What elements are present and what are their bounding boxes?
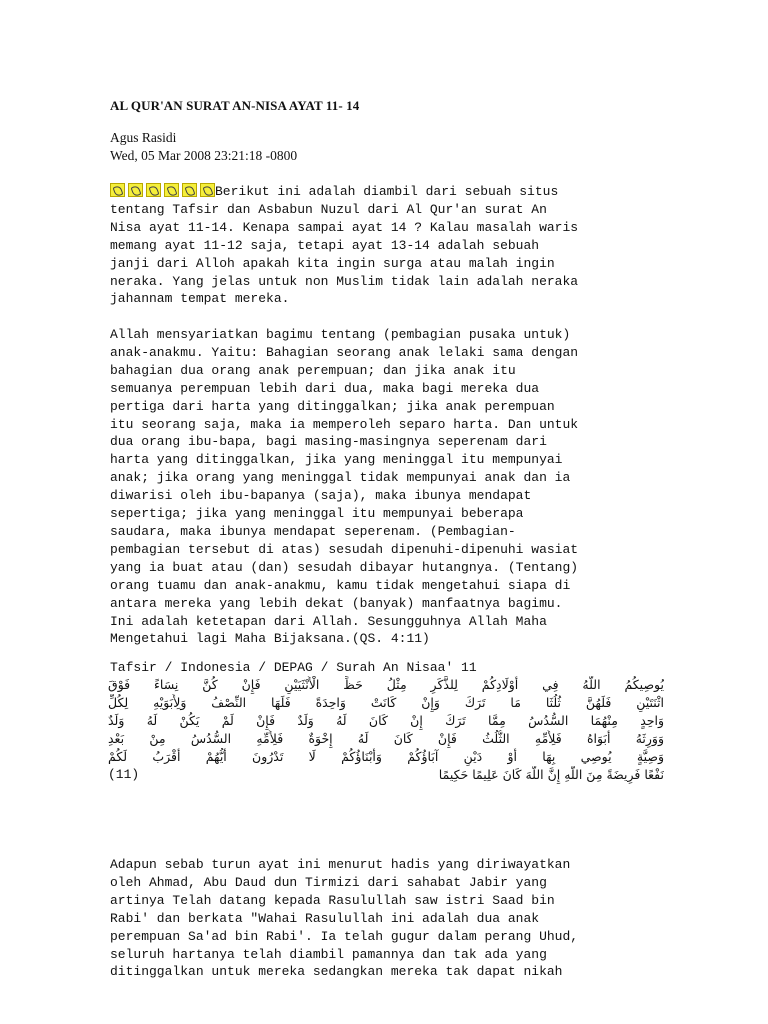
text-line: sepertiga; jika yang meninggal itu mempunyai beberapa	[110, 506, 524, 522]
text-line: semuanya perempuan lebih dari dua, maka bagi mereka dua	[110, 380, 540, 396]
text-line: bahagian dua orang anak perempuan; dan jika anak itu	[110, 362, 516, 378]
text-line: Rabi' dan berkata "Wahai Rasulullah ini adalah dua anak	[110, 910, 540, 926]
text-line: orang tuamu dan anak-anakmu, kamu tidak mengetahui siapa di	[110, 577, 571, 593]
translation-paragraph	[110, 326, 578, 648]
smiley-icon	[128, 183, 143, 197]
text-line: pembagian tersebut di atas) sesudah dipenuhi-dipenuhi wasiat	[110, 541, 579, 557]
text-line: seluruh hartanya telah diambil pamannya dan tak ada yang	[110, 946, 547, 962]
document-title: AL QUR'AN SURAT AN-NISA AYAT 11- 14	[110, 98, 360, 113]
text-line: anak-anakmu. Yaitu: Bahagian seorang anak lelaki sama dengan	[110, 344, 579, 360]
arabic-line: اثْنَتَيْنِ فَلَهُنَّ ثُلُثَا مَا تَرَكَ وَإِنْ كَانَتْ وَاحِدَةً فَلَهَا النِّصْفُ وَلِأَبَوَيْهِ لِكُلِّ	[108, 695, 664, 710]
smiley-icon	[110, 183, 125, 197]
text-line: Nisa ayat 11-14. Kenapa sampai ayat 14 ? Kalau masalah waris	[110, 219, 579, 235]
text-line: Ini adalah ketetapan dari Allah. Sesungguhnya Allah Maha	[110, 613, 547, 629]
intro-paragraph	[110, 183, 578, 308]
arabic-last-line	[108, 766, 664, 784]
smiley-icon	[200, 183, 215, 197]
post-date: Wed, 05 Mar 2008 23:21:18 -0800	[110, 148, 298, 163]
arabic-line: نَفْعًا فَرِيضَةً مِنَ اللَّهِ إِنَّ اللَّهَ كَانَ عَلِيمًا حَكِيمًا	[438, 767, 664, 782]
emoji-row	[110, 183, 215, 201]
arabic-verse-block	[108, 676, 664, 784]
smiley-icon	[182, 183, 197, 197]
text-line: Berikut ini adalah diambil dari sebuah situs	[215, 184, 559, 199]
text-line: saudara, maka ibunya mendapat seperenam. (Pembagian-	[110, 523, 516, 539]
text-line: Allah mensyariatkan bagimu tentang (pembagian pusaka untuk)	[110, 327, 571, 342]
arabic-line: وَاحِدٍ مِنْهُمَا السُّدُسُ مِمَّا تَرَكَ إِنْ كَانَ لَهُ وَلَدٌ فَإِنْ لَمْ يَكُنْ لَهُ وَلَدٌ	[108, 713, 664, 728]
text-line: tentang Tafsir dan Asbabun Nuzul dari Al Qur'an surat An	[110, 201, 547, 217]
text-line: oleh Ahmad, Abu Daud dun Tirmizi dari sahabat Jabir yang	[110, 874, 547, 890]
tafsir-source-label: Tafsir / Indonesia / DEPAG / Surah An Nisaa' 11	[110, 660, 477, 675]
text-line: Adapun sebab turun ayat ini menurut hadis yang diriwayatkan	[110, 857, 571, 872]
arabic-line: وَوَرِثَهُ أَبَوَاهُ فَلِأُمِّهِ الثُّلُثُ فَإِنْ كَانَ لَهُ إِخْوَةٌ فَلِأُمِّهِ السُّدُسُ مِنْ بَعْدِ	[108, 731, 664, 746]
text-line: antara mereka yang lebih dekat (banyak) manfaatnya bagimu.	[110, 595, 563, 611]
text-line: yang ia buat atau (dan) sesudah dibayar hutangnya. (Tentang)	[110, 559, 579, 575]
text-line: jahannam tempat mereka.	[110, 291, 290, 307]
text-line: dua orang ibu-bapa, bagi masing-masingnya seperenam dari	[110, 434, 547, 450]
text-line: diwarisi oleh ibu-bapanya (saja), maka ibunya mendapat	[110, 488, 532, 504]
verse-number: (11)	[108, 767, 140, 782]
text-line: neraka. Yang jelas untuk non Muslim tidak lain adalah neraka	[110, 273, 579, 289]
text-line: artinya Telah datang kepada Rasulullah saw istri Saad bin	[110, 892, 555, 908]
text-line: anak; jika orang yang meninggal tidak mempunyai anak dan ia	[110, 470, 571, 486]
text-line: perempuan Sa'ad bin Rabi'. Ia telah gugur dalam perang Uhud,	[110, 928, 579, 944]
arabic-line: وَصِيَّةٍ يُوصِي بِهَا أَوْ دَيْنٍ آبَاؤُكُمْ وَأَبْنَاؤُكُمْ لَا تَدْرُونَ أَيُّهُمْ أَقْرَبُ لَكُمْ	[108, 749, 664, 764]
smiley-icon	[164, 183, 179, 197]
smiley-icon	[146, 183, 161, 197]
text-line: itu seorang saja, maka ia memperoleh separo harta. Dan untuk	[110, 416, 579, 432]
text-line: janji dari Alloh apakah kita ingin surga atau malah ingin	[110, 255, 555, 271]
asbabun-nuzul-paragraph	[110, 856, 578, 981]
text-line: ditinggalkan untuk mereka sedangkan mereka tak dapat nikah	[110, 964, 563, 980]
text-line: pertiga dari harta yang ditinggalkan; jika anak perempuan	[110, 398, 555, 414]
text-line: harta yang ditinggalkan, jika yang meninggal itu mempunyai	[110, 452, 563, 468]
text-line: memang ayat 11-12 saja, tetapi ayat 13-14 adalah sebuah	[110, 237, 540, 253]
author-name: Agus Rasidi	[110, 130, 177, 145]
arabic-line: يُوصِيكُمُ اللَّهُ فِي أَوْلَادِكُمْ لِلذَّكَرِ مِثْلُ حَظِّ الْأُنْثَيَيْنِ فَإِنْ كُنَّ نِسَاءً فَوْقَ	[108, 677, 664, 692]
text-line: Mengetahui lagi Maha Bijaksana.(QS. 4:11)	[110, 631, 430, 647]
